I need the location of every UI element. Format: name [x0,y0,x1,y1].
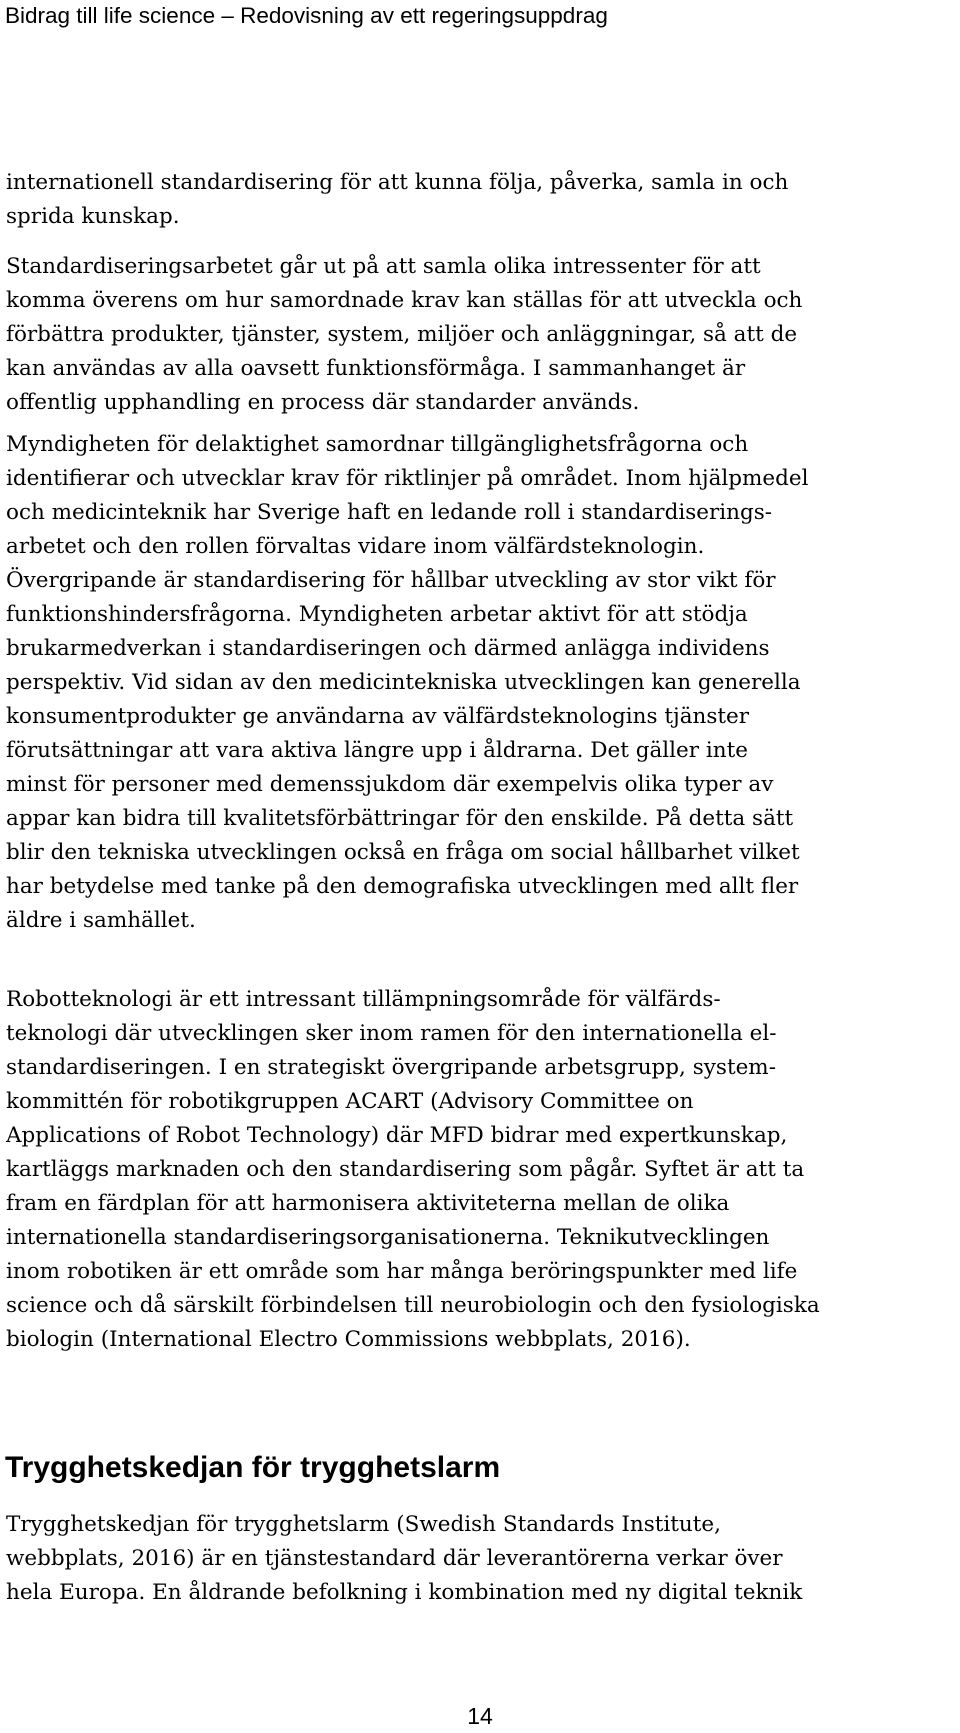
text-line: konsumentprodukter ge användarna av välfärdsteknologins tjänster [6,704,750,729]
paragraph-4 [6,983,950,1357]
text-line: Standardiseringsarbetet går ut på att samla olika intressenter för att [6,254,761,279]
text-line: kartläggs marknaden och den standardisering som pågår. Syftet är att ta [6,1157,805,1182]
section-paragraph [6,1508,950,1610]
text-line: teknologi där utvecklingen sker inom ramen för den internationella el- [6,1021,777,1046]
text-line: Robotteknologi är ett intressant tillämpningsområde för välfärds- [6,987,721,1012]
text-line: Övergripande är standardisering för hållbar utveckling av stor vikt för [6,568,776,593]
text-line: sprida kunskap. [6,204,180,229]
text-line: förbättra produkter, tjänster, system, miljöer och anläggningar, så att de [6,322,798,347]
text-line: förutsättningar att vara aktiva längre upp i åldrarna. Det gäller inte [6,738,748,763]
page-number: 14 [467,1703,493,1729]
section-heading: Trygghetskedjan för trygghetslarm [5,1451,501,1484]
text-line: brukarmedverkan i standardiseringen och därmed anlägga individens [6,636,770,661]
text-line: fram en färdplan för att harmonisera aktiviteterna mellan de olika [6,1191,730,1216]
text-line: science och då särskilt förbindelsen till neurobiologin och den fysiologiska [6,1293,820,1318]
paragraph-3 [6,428,950,938]
text-line: identifierar och utvecklar krav för riktlinjer på området. Inom hjälpmedel [6,466,809,491]
text-line: Myndigheten för delaktighet samordnar tillgänglighetsfrågorna och [6,432,749,457]
text-line: kan användas av alla oavsett funktionsförmåga. I sammanhanget är [6,356,746,381]
text-line: Trygghetskedjan för trygghetslarm (Swedish Standards Institute, [6,1512,721,1537]
paragraph-1 [6,166,950,234]
text-line: webbplats, 2016) är en tjänstestandard där leverantörerna verkar över [6,1546,783,1571]
document-header: Bidrag till life science – Redovisning av ett regeringsuppdrag [5,3,608,28]
text-line: hela Europa. En åldrande befolkning i kombination med ny digital teknik [6,1580,803,1605]
text-line: internationella standardiseringsorganisationerna. Teknikutvecklingen [6,1225,770,1250]
text-line: appar kan bidra till kvalitetsförbättringar för den enskilde. På detta sätt [6,806,794,831]
text-line: minst för personer med demenssjukdom där exempelvis olika typer av [6,772,774,797]
text-line: inom robotiken är ett område som har många beröringspunkter med life [6,1259,798,1284]
text-line: har betydelse med tanke på den demografiska utvecklingen med allt fler [6,874,799,899]
text-line: internationell standardisering för att kunna följa, påverka, samla in och [6,170,789,195]
paragraph-2 [6,250,950,420]
text-line: Applications of Robot Technology) där MFD bidrar med expertkunskap, [6,1123,788,1148]
text-line: funktionshindersfrågorna. Myndigheten arbetar aktivt för att stödja [6,602,748,627]
text-line: standardiseringen. I en strategiskt övergripande arbetsgrupp, system- [6,1055,776,1080]
text-line: kommittén för robotikgruppen ACART (Advisory Committee on [6,1089,694,1114]
text-line: blir den tekniska utvecklingen också en fråga om social hållbarhet vilket [6,840,800,865]
text-line: och medicinteknik har Sverige haft en ledande roll i standardiserings- [6,500,773,525]
text-line: arbetet och den rollen förvaltas vidare inom välfärdsteknologin. [6,534,705,559]
text-line: offentlig upphandling en process där standarder används. [6,390,640,415]
text-line: äldre i samhället. [6,908,196,933]
text-line: biologin (International Electro Commissions webbplats, 2016). [6,1327,691,1352]
text-line: komma överens om hur samordnade krav kan ställas för att utveckla och [6,288,803,313]
text-line: perspektiv. Vid sidan av den medicintekniska utvecklingen kan generella [6,670,801,695]
